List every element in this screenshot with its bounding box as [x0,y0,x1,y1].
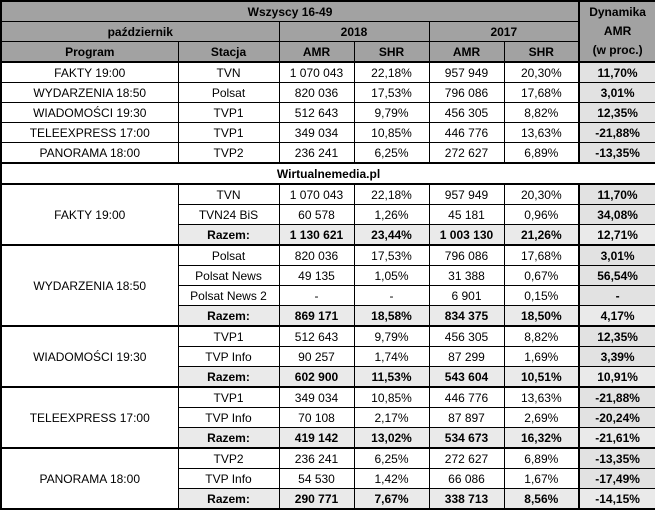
station-cell: TVP Info [178,347,279,367]
dynamics-cell: 56,54% [579,266,655,286]
amr-2018-cell: 869 171 [279,306,354,327]
shr-2018-cell: 17,53% [354,83,429,103]
shr-2017-cell: 8,56% [504,489,579,510]
shr-2017-cell: 17,68% [504,83,579,103]
shr-2017-cell: 18,50% [504,306,579,327]
program-group-cell: PANORAMA 18:00 [1,448,178,509]
dynamics-cell: 12,71% [579,225,655,246]
dynamics-header-line2: AMR [603,24,632,38]
source-label: Wirtualnemedia.pl [1,163,655,184]
shr-2018-cell: 17,53% [354,245,429,266]
station-cell: TVP2 [178,143,279,164]
amr-2018-cell: 349 034 [279,123,354,143]
station-row [1,326,655,347]
shr-2017-cell: 20,30% [504,62,579,83]
amr-2018-cell: 70 108 [279,408,354,428]
dynamics-cell: -13,35% [579,448,655,469]
station-cell: TVP2 [178,448,279,469]
dynamics-cell: 4,17% [579,306,655,327]
program-cell: FAKTY 19:00 [1,62,178,83]
summary-row [1,62,655,83]
amr-2017-cell: 834 375 [429,306,504,327]
dynamics-cell: 34,08% [579,205,655,225]
shr-2017-cell: 16,32% [504,428,579,449]
station-cell: TVN [178,184,279,205]
shr-2017-column-header: SHR [504,42,579,63]
shr-2017-cell: 0,96% [504,205,579,225]
shr-2018-cell: 2,17% [354,408,429,428]
program-group-cell: FAKTY 19:00 [1,184,178,245]
amr-2018-cell: 49 135 [279,266,354,286]
amr-2017-cell: 272 627 [429,448,504,469]
station-cell: TVP1 [178,326,279,347]
summary-row [1,123,655,143]
program-cell: PANORAMA 18:00 [1,143,178,164]
shr-2017-cell: 1,67% [504,469,579,489]
shr-2018-cell: 1,05% [354,266,429,286]
amr-2018-cell: 512 643 [279,103,354,123]
station-cell: TVP1 [178,123,279,143]
amr-2017-cell: 66 086 [429,469,504,489]
station-cell: TVN [178,62,279,83]
station-cell: TVP Info [178,469,279,489]
shr-2017-cell: 2,69% [504,408,579,428]
shr-2018-cell: - [354,286,429,306]
station-row [1,448,655,469]
shr-2017-cell: 6,89% [504,448,579,469]
amr-2018-cell: 54 530 [279,469,354,489]
amr-2018-cell: 419 142 [279,428,354,449]
shr-2017-cell: 0,15% [504,286,579,306]
amr-2017-cell: 446 776 [429,387,504,408]
dynamics-cell: -14,15% [579,489,655,510]
amr-2017-cell: 543 604 [429,367,504,388]
shr-2017-cell: 13,63% [504,387,579,408]
dynamics-cell: - [579,286,655,306]
year-2017-header: 2017 [429,22,579,42]
station-row [1,387,655,408]
amr-2017-cell: 87 897 [429,408,504,428]
shr-2018-cell: 13,02% [354,428,429,449]
shr-2018-cell: 1,42% [354,469,429,489]
amr-2017-cell: 338 713 [429,489,504,510]
amr-2018-cell: 90 257 [279,347,354,367]
shr-2018-cell: 9,79% [354,103,429,123]
amr-2017-cell: 957 949 [429,62,504,83]
dynamics-cell: -20,24% [579,408,655,428]
total-label-cell: Razem: [178,489,279,510]
dynamics-cell: -21,88% [579,387,655,408]
shr-2018-cell: 9,79% [354,326,429,347]
dynamics-cell: 3,01% [579,83,655,103]
station-row [1,245,655,266]
amr-2018-cell: 820 036 [279,83,354,103]
program-group-cell: WIADOMOŚCI 19:30 [1,326,178,387]
amr-2017-cell: 796 086 [429,245,504,266]
dynamics-cell: 12,35% [579,103,655,123]
header-row-columns [1,42,655,63]
amr-2017-cell: 446 776 [429,123,504,143]
shr-2017-cell: 10,51% [504,367,579,388]
amr-2017-cell: 534 673 [429,428,504,449]
station-cell: Polsat News [178,266,279,286]
shr-2018-cell: 6,25% [354,143,429,164]
amr-2018-cell: 1 070 043 [279,62,354,83]
shr-2017-cell: 8,82% [504,103,579,123]
amr-2017-column-header: AMR [429,42,504,63]
amr-2017-cell: 1 003 130 [429,225,504,246]
program-group-cell: TELEEXPRESS 17:00 [1,387,178,448]
station-cell: TVP Info [178,408,279,428]
amr-2017-cell: 456 305 [429,326,504,347]
shr-2017-cell: 17,68% [504,245,579,266]
dynamics-cell: 3,01% [579,245,655,266]
total-label-cell: Razem: [178,225,279,246]
amr-2017-cell: 6 901 [429,286,504,306]
program-group-cell: WYDARZENIA 18:50 [1,245,178,326]
station-cell: TVN24 BiS [178,205,279,225]
station-cell: Polsat [178,245,279,266]
station-cell: Polsat News 2 [178,286,279,306]
dynamics-cell: 10,91% [579,367,655,388]
amr-2018-cell: 1 130 621 [279,225,354,246]
station-cell: Polsat [178,83,279,103]
shr-2018-cell: 10,85% [354,123,429,143]
amr-2018-cell: 236 241 [279,448,354,469]
shr-2018-cell: 23,44% [354,225,429,246]
dynamics-header-line3: (w proc.) [592,43,643,57]
dynamics-cell: 11,70% [579,184,655,205]
shr-2018-cell: 7,67% [354,489,429,510]
shr-2017-cell: 20,30% [504,184,579,205]
dynamics-cell: -13,35% [579,143,655,164]
amr-2017-cell: 272 627 [429,143,504,164]
audience-header: Wszyscy 16-49 [1,1,579,22]
dynamics-cell: -21,61% [579,428,655,449]
shr-2018-cell: 1,74% [354,347,429,367]
station-column-header: Stacja [178,42,279,63]
shr-2017-cell: 1,69% [504,347,579,367]
shr-2018-cell: 10,85% [354,387,429,408]
amr-2017-cell: 45 181 [429,205,504,225]
dynamics-cell: 3,39% [579,347,655,367]
total-label-cell: Razem: [178,306,279,327]
shr-2018-cell: 6,25% [354,448,429,469]
summary-row [1,143,655,164]
year-2018-header: 2018 [279,22,429,42]
amr-2018-cell: 1 070 043 [279,184,354,205]
shr-2017-cell: 8,82% [504,326,579,347]
shr-2017-cell: 0,67% [504,266,579,286]
summary-row [1,103,655,123]
dynamics-header [579,1,655,62]
amr-2017-cell: 31 388 [429,266,504,286]
total-label-cell: Razem: [178,367,279,388]
shr-2017-cell: 13,63% [504,123,579,143]
table-body [1,1,655,509]
station-cell: TVP1 [178,103,279,123]
amr-2018-cell: 60 578 [279,205,354,225]
dynamics-cell: -17,49% [579,469,655,489]
amr-2018-cell: 290 771 [279,489,354,510]
amr-2017-cell: 87 299 [429,347,504,367]
amr-2017-cell: 796 086 [429,83,504,103]
program-cell: TELEEXPRESS 17:00 [1,123,178,143]
amr-2017-cell: 456 305 [429,103,504,123]
shr-2018-column-header: SHR [354,42,429,63]
summary-row [1,83,655,103]
amr-2018-cell: 512 643 [279,326,354,347]
amr-2018-column-header: AMR [279,42,354,63]
shr-2018-cell: 18,58% [354,306,429,327]
amr-2018-cell: 820 036 [279,245,354,266]
total-label-cell: Razem: [178,428,279,449]
dynamics-cell: -21,88% [579,123,655,143]
shr-2018-cell: 1,26% [354,205,429,225]
month-header: październik [1,22,279,42]
dynamics-cell: 12,35% [579,326,655,347]
station-cell: TVP1 [178,387,279,408]
shr-2017-cell: 21,26% [504,225,579,246]
program-cell: WYDARZENIA 18:50 [1,83,178,103]
shr-2017-cell: 6,89% [504,143,579,164]
shr-2018-cell: 22,18% [354,184,429,205]
source-row [1,163,655,184]
header-row-period [1,22,655,42]
dynamics-header-line1: Dynamika [589,5,646,19]
amr-2018-cell: - [279,286,354,306]
dynamics-cell: 11,70% [579,62,655,83]
station-row [1,184,655,205]
amr-2017-cell: 957 949 [429,184,504,205]
shr-2018-cell: 22,18% [354,62,429,83]
shr-2018-cell: 11,53% [354,367,429,388]
amr-2018-cell: 349 034 [279,387,354,408]
program-cell: WIADOMOŚCI 19:30 [1,103,178,123]
program-column-header: Program [1,42,178,63]
header-row-audience [1,1,655,22]
amr-2018-cell: 236 241 [279,143,354,164]
amr-2018-cell: 602 900 [279,367,354,388]
